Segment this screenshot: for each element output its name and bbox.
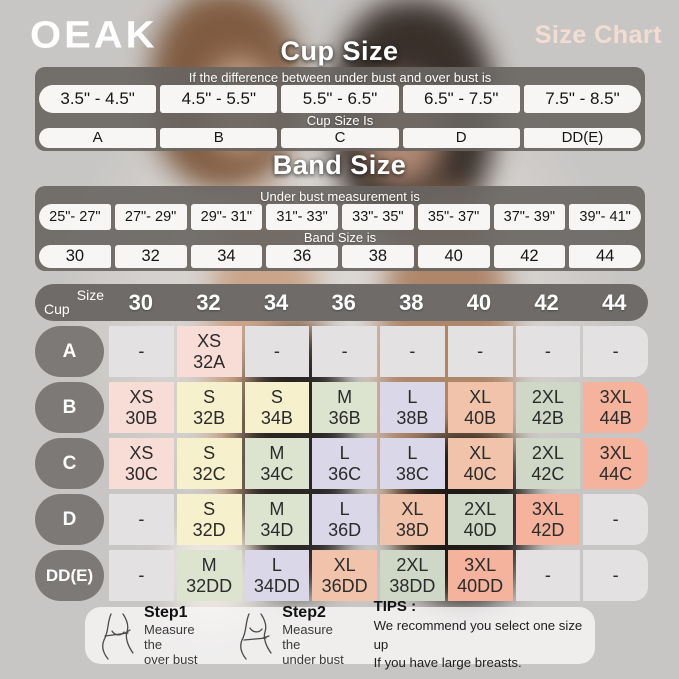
matrix-cell: -	[448, 326, 513, 377]
band-number-cell: 32	[115, 245, 187, 268]
matrix-cell: -	[583, 494, 648, 545]
band-number-cell: 34	[191, 245, 263, 268]
matrix-column-header: 36	[331, 289, 356, 315]
matrix-cell: XS 30C	[109, 438, 174, 489]
step1-line1: Measure the	[144, 621, 195, 652]
band-number-cell: 42	[494, 245, 566, 268]
matrix-cell: XL 38D	[380, 494, 445, 545]
band-number-cell: 40	[418, 245, 490, 268]
matrix-cell: 2XL 38DD	[380, 550, 445, 601]
step1-block	[144, 604, 211, 668]
matrix-cell: XS 32A	[177, 326, 242, 377]
matrix-cup-label: B	[35, 382, 104, 433]
matrix-cup-label: C	[35, 438, 104, 489]
band-measurement-cell: 35"- 37"	[418, 204, 490, 230]
band-result-label: Band Size is	[303, 230, 377, 246]
matrix-cell: S 32C	[177, 438, 242, 489]
matrix-cup-label: DD(E)	[35, 550, 104, 601]
matrix-cell: 3XL 44B	[583, 382, 648, 433]
matrix-cell: M 34D	[245, 494, 310, 545]
cup-difference-row	[39, 85, 641, 113]
matrix-cell: S 32B	[177, 382, 242, 433]
matrix-cell: XL 40B	[448, 382, 513, 433]
tips-title: TIPS :	[373, 598, 417, 616]
measure-over-bust-icon	[95, 611, 137, 661]
band-number-cell: 36	[266, 245, 338, 268]
step2-line2: under bust	[282, 652, 344, 668]
band-number-cell: 30	[39, 245, 111, 268]
cup-letter-cell: DD(E)	[524, 128, 641, 148]
matrix-cell: M 36B	[312, 382, 377, 433]
matrix-cell: 2XL 40D	[448, 494, 513, 545]
corner-cup-label: Cup	[44, 301, 70, 317]
band-measurement-cell: 25"- 27"	[39, 204, 111, 230]
matrix-cell: L 34DD	[245, 550, 310, 601]
matrix-cell: -	[583, 326, 648, 377]
measuring-instructions-bar	[85, 598, 595, 671]
band-number-cell: 44	[569, 245, 641, 268]
cup-letter-cell: A	[39, 128, 156, 148]
cup-condition-label: If the difference between under bust and over bust is	[188, 70, 492, 85]
cup-size-heading: Cup Size	[280, 36, 399, 66]
matrix-column-header: 40	[466, 289, 492, 315]
step2-block	[282, 604, 349, 668]
matrix-cell: -	[312, 326, 377, 377]
matrix-cell: L 38B	[380, 382, 445, 433]
band-measurement-cell: 29"- 31"	[191, 204, 263, 230]
matrix-cell: 2XL 42C	[516, 438, 581, 489]
cup-letter-cell: C	[281, 128, 398, 148]
matrix-cup-label: D	[35, 494, 104, 545]
matrix-column-header: 44	[601, 289, 627, 315]
matrix-cell: -	[245, 326, 310, 377]
cup-result-label: Cup Size Is	[306, 112, 374, 128]
step1-title: Step1	[144, 603, 188, 621]
cup-difference-cell: 4.5" - 5.5"	[160, 85, 277, 113]
matrix-cup-label: A	[35, 326, 104, 377]
matrix-column-header: 32	[196, 289, 221, 315]
matrix-corner-label	[35, 284, 107, 321]
matrix-row	[35, 382, 648, 433]
step2-line1: Measure the	[282, 621, 333, 652]
cup-difference-cell: 5.5" - 6.5"	[281, 85, 398, 113]
matrix-cell: -	[109, 326, 174, 377]
cup-difference-cell: 6.5" - 7.5"	[403, 85, 520, 113]
measure-under-bust-icon	[233, 611, 275, 661]
matrix-column-header: 38	[399, 289, 424, 315]
band-measurement-cell: 31"- 33"	[266, 204, 338, 230]
matrix-cell: -	[516, 550, 581, 601]
matrix-column-header: 34	[263, 289, 289, 315]
matrix-cell: XS 30B	[109, 382, 174, 433]
matrix-cell: XL 40C	[448, 438, 513, 489]
tips-block	[374, 598, 585, 672]
matrix-cell: 3XL 40DD	[448, 550, 513, 601]
matrix-cell: -	[380, 326, 445, 377]
matrix-row	[35, 438, 648, 489]
band-size-heading: Band Size	[272, 150, 407, 180]
size-matrix	[35, 284, 648, 601]
band-measurement-row	[39, 204, 641, 230]
brand-logo: OEAK	[30, 13, 158, 57]
band-measurement-cell: 27"- 29"	[115, 204, 187, 230]
matrix-cell: 2XL 42B	[516, 382, 581, 433]
band-measurement-cell: 37"- 39"	[494, 204, 566, 230]
matrix-cell: L 36C	[312, 438, 377, 489]
matrix-cell: M 34C	[245, 438, 310, 489]
matrix-cell: -	[109, 550, 174, 601]
band-number-cell: 38	[342, 245, 414, 268]
matrix-column-header: 42	[534, 289, 559, 315]
band-numbers-row	[39, 245, 641, 268]
matrix-cell: L 38C	[380, 438, 445, 489]
cup-letter-cell: B	[160, 128, 277, 148]
band-measurement-cell: 33"- 35"	[342, 204, 414, 230]
matrix-row	[35, 326, 648, 377]
tips-line2: If you have large breasts.	[373, 655, 522, 671]
cup-size-table	[35, 67, 645, 151]
step1-line2: over bust	[144, 652, 198, 668]
page-title: Size Chart	[534, 21, 662, 49]
step2-title: Step2	[282, 603, 326, 621]
matrix-row	[35, 550, 648, 601]
cup-difference-cell: 3.5" - 4.5"	[39, 85, 156, 113]
band-condition-label: Under bust measurement is	[260, 189, 420, 204]
corner-size-label: Size	[76, 287, 104, 303]
band-size-table	[35, 186, 645, 271]
matrix-body	[35, 326, 648, 601]
tips-line1: We recommend you select one size up	[373, 618, 583, 652]
matrix-cell: -	[109, 494, 174, 545]
matrix-cell: 3XL 44C	[583, 438, 648, 489]
matrix-row	[35, 494, 648, 545]
matrix-cell: M 32DD	[177, 550, 242, 601]
cup-difference-cell: 7.5" - 8.5"	[524, 85, 641, 113]
cup-letter-cell: D	[403, 128, 520, 148]
matrix-cell: XL 36DD	[312, 550, 377, 601]
matrix-cell: S 32D	[177, 494, 242, 545]
matrix-header-row	[35, 284, 648, 321]
matrix-column-header: 30	[128, 289, 154, 315]
matrix-cell: S 34B	[245, 382, 310, 433]
matrix-cell: -	[583, 550, 648, 601]
matrix-cell: -	[516, 326, 581, 377]
matrix-cell: L 36D	[312, 494, 377, 545]
matrix-cell: 3XL 42D	[516, 494, 581, 545]
cup-letters-row	[39, 128, 641, 148]
band-measurement-cell: 39"- 41"	[569, 204, 641, 230]
